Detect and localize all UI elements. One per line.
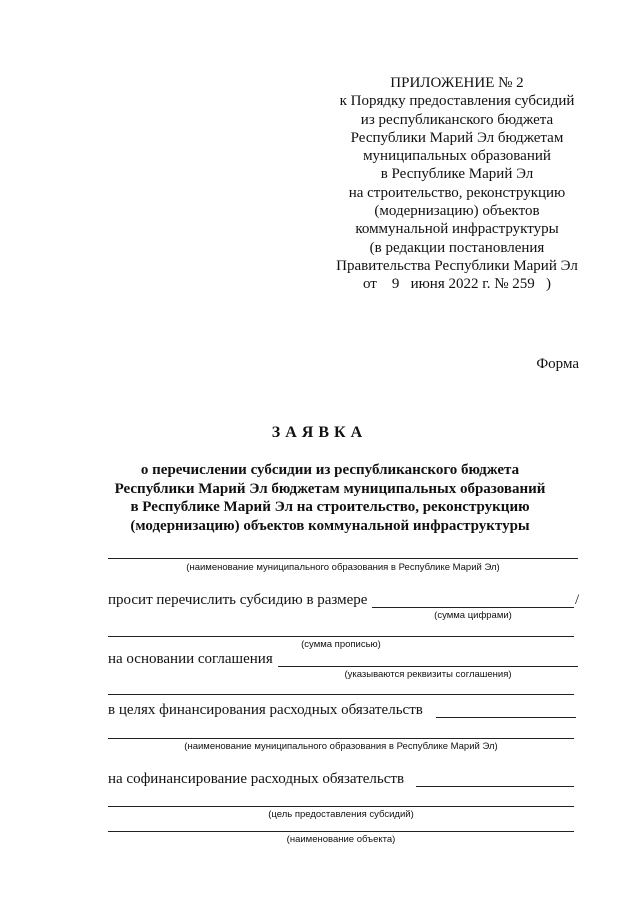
blank-line (108, 694, 574, 695)
form-label: Форма (536, 356, 579, 372)
subtitle-line: о перечислении субсидии из республиканского бюджета (140, 462, 520, 478)
subtitle-line: Республики Марий Эл бюджетам муниципальных образований (114, 480, 546, 497)
appendix-line: Республики Марий Эл бюджетам (350, 129, 564, 146)
appendix-line: Правительства Республики Марий Эл (336, 257, 578, 274)
appendix-line: из республиканского бюджета (360, 111, 554, 128)
agreement-blank-line (278, 666, 578, 667)
request-text: просит перечислить субсидию в размере (108, 592, 368, 608)
appendix-header (300, 74, 614, 294)
municipality-blank-line (108, 558, 578, 559)
agreement-caption: (указываются реквизиты соглашения) (344, 669, 512, 680)
appendix-line: ПРИЛОЖЕНИЕ № 2 (390, 75, 524, 91)
document-subtitle (60, 461, 600, 535)
document-title: ЗАЯВКА (271, 424, 368, 441)
appendix-line: в Республике Марий Эл (380, 166, 534, 183)
sum-digits-caption: (сумма цифрами) (434, 610, 512, 621)
sum-words-caption: (сумма прописью) (301, 639, 381, 650)
appendix-line: (модернизацию) объектов (374, 203, 540, 220)
appendix-line: коммунальной инфраструктуры (355, 221, 559, 238)
slash-mark: / (575, 592, 580, 608)
cofinancing-blank-line (416, 786, 574, 787)
agreement-text: на основании соглашения (108, 651, 273, 667)
appendix-line: к Порядку предоставления субсидий (339, 93, 575, 110)
appendix-line: от 9 июня 2022 г. № 259 ) (362, 276, 552, 293)
appendix-line: (в редакции постановления (369, 239, 545, 256)
appendix-line: муниципальных образований (363, 148, 551, 165)
object-caption: (наименование объекта) (286, 834, 396, 845)
sum-words-blank-line (108, 636, 574, 637)
financing-text: в целях финансирования расходных обязательств (108, 702, 423, 718)
purpose-blank-line (108, 806, 574, 807)
financing-blank-line (436, 717, 576, 718)
subtitle-line: (модернизацию) объектов коммунальной инфраструктуры (130, 517, 530, 534)
purpose-caption: (цель предоставления субсидий) (268, 809, 414, 820)
municipality-blank-line-2 (108, 738, 574, 739)
object-blank-line (108, 831, 574, 832)
appendix-line: на строительство, реконструкцию (348, 184, 566, 201)
subtitle-line: в Республике Марий Эл на строительство, реконструкцию (130, 499, 530, 515)
cofinancing-text: на софинансирование расходных обязательств (108, 771, 405, 787)
municipality-caption: (наименование муниципального образования в Республике Марий Эл) (186, 562, 500, 573)
municipality-caption-2: (наименование муниципального образования в Республике Марий Эл) (184, 741, 498, 752)
sum-digits-blank-line (372, 607, 574, 608)
